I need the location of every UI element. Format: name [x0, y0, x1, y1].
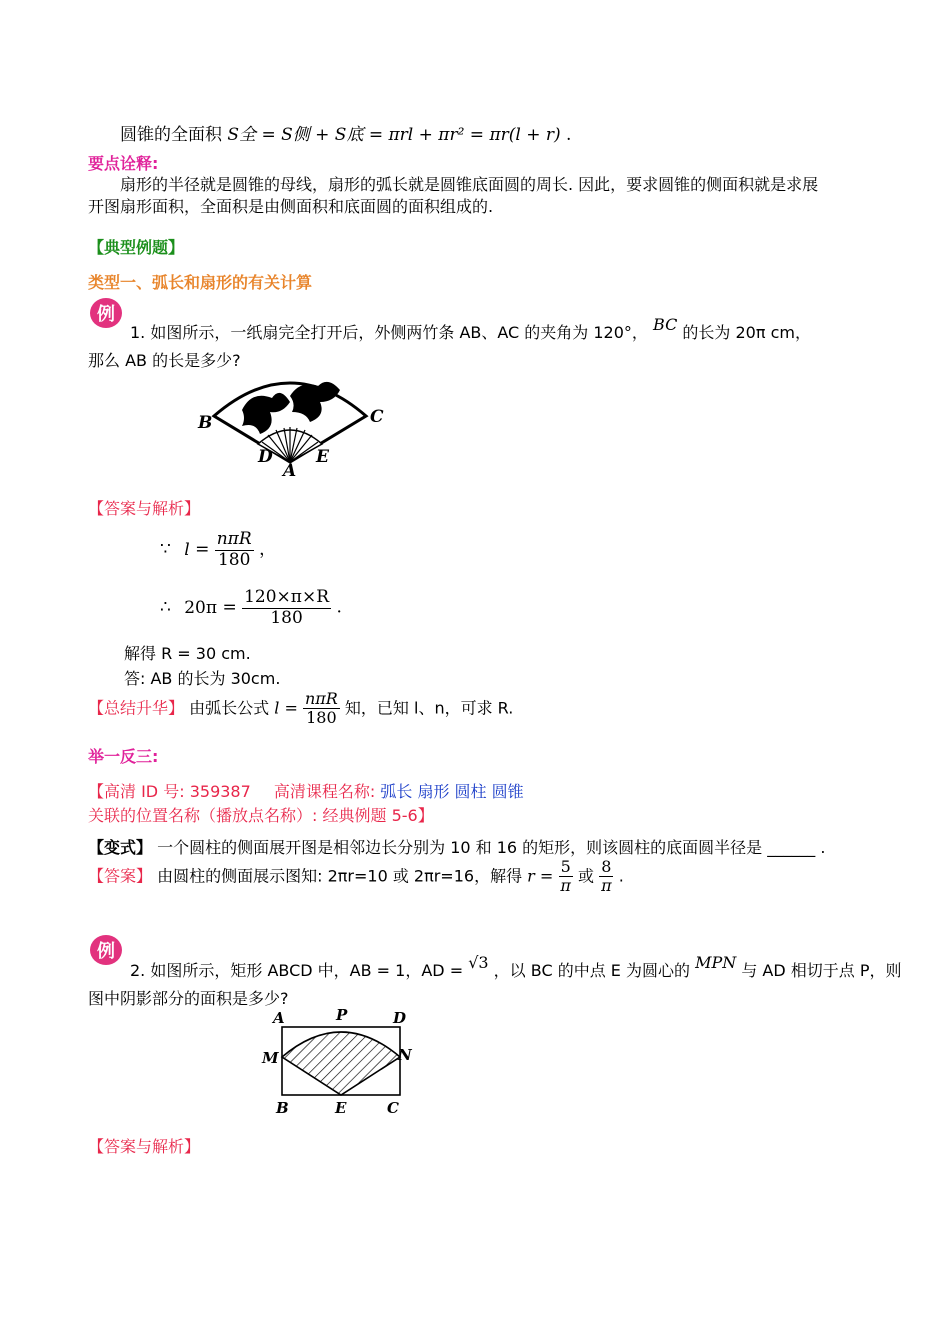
- fan-label-d: D: [258, 447, 273, 467]
- sol1-solve: 解得 R = 30 cm.: [124, 644, 251, 663]
- summary-frac: [303, 690, 340, 728]
- var-answer-den1: π: [560, 876, 571, 896]
- formula-line: [120, 120, 571, 145]
- sol1-line2: [160, 588, 342, 628]
- video-pos-value: 经典例题 5-6】: [322, 806, 434, 825]
- ex1-line2: 那么 AB 的长是多少?: [88, 351, 241, 370]
- variant-line: [88, 835, 825, 858]
- ex2-text-b: ，以 BC 的中点 E 为圆心的: [493, 961, 690, 980]
- video-id-value: 359387: [189, 782, 251, 801]
- sol1-num2: 120×π×R: [244, 587, 330, 607]
- variant-blank: ______: [767, 838, 816, 857]
- summary-den: 180: [306, 708, 337, 728]
- variant-text: 一个圆柱的侧面展开图是相邻边长分别为 10 和 16 的矩形，则该圆柱的底面圆半径是: [157, 838, 763, 857]
- answer-title-1: 【答案与解析】: [88, 499, 201, 518]
- rect-label-a: A: [273, 1009, 285, 1027]
- formula-intro: 圆锥的全面积: [120, 125, 222, 145]
- video-pos-label: 关联的位置名称（播放点名称）:: [88, 806, 318, 825]
- formula-end: .: [566, 125, 572, 145]
- summary-text-a: 由弧长公式: [189, 698, 270, 718]
- rect-label-m: M: [262, 1049, 279, 1067]
- rect-label-e: E: [335, 1099, 347, 1117]
- ex2-arc-label: MPN: [695, 953, 737, 972]
- sol1-num1: nπR: [216, 529, 252, 549]
- ex2-text-a: 2. 如图所示，矩形 ABCD 中，AB = 1，AD =: [130, 961, 464, 980]
- ex2-sqrt: √3: [468, 953, 489, 972]
- jyfs-title: 举一反三:: [88, 747, 159, 766]
- example-badge-1: [88, 296, 124, 330]
- sol1-lhs2: 20π: [184, 597, 218, 618]
- var-answer-text: 由圆柱的侧面展示图知: 2πr=10 或 2πr=16，解得: [157, 866, 523, 886]
- rect-label-c: C: [387, 1099, 399, 1117]
- sol1-l: l: [184, 539, 190, 560]
- formula-expr: S全 = S侧 + S底 = πrl + πr² = πr(l + r): [227, 125, 561, 145]
- keypoint-title: 要点诠释:: [88, 154, 159, 173]
- video-line1: [88, 779, 524, 802]
- rect-label-d: D: [393, 1009, 407, 1027]
- rect-label-b: B: [276, 1099, 289, 1117]
- example-badge-2: [88, 933, 124, 967]
- type1-title: 类型一、弧长和扇形的有关计算: [88, 273, 313, 292]
- badge-text-2: 例: [97, 941, 115, 962]
- sol1-frac1: [215, 530, 254, 570]
- var-answer-num1: 5: [560, 857, 571, 876]
- rect-label-p: P: [336, 1006, 348, 1024]
- fan-label-e: E: [316, 447, 329, 467]
- sol1-period: .: [336, 597, 342, 618]
- summary-num: nπR: [304, 689, 338, 708]
- keypoint-line1: 扇形的半径就是圆锥的母线，扇形的弧长就是圆锥底面圆的周长. 因此，要求圆锥的侧面积就是求展: [120, 175, 819, 194]
- fan-label-a: A: [283, 461, 297, 481]
- keypoint-line2: 开图扇形面积，全面积是由侧面积和底面圆的面积组成的.: [88, 197, 494, 216]
- var-answer-r: r =: [527, 866, 554, 886]
- fan-label-b: B: [198, 413, 213, 433]
- video-course-value[interactable]: 弧长 扇形 圆柱 圆锥: [380, 782, 524, 801]
- sol1-frac2: [242, 588, 331, 628]
- sol1-eq2: =: [222, 597, 237, 618]
- var-answer-frac1: [558, 858, 573, 896]
- summary-text-b: 知，已知 l、n，可求 R.: [344, 698, 514, 718]
- video-course-label: 高清课程名称:: [273, 782, 376, 801]
- rect-figure: [258, 1005, 418, 1120]
- fan-figure: [190, 372, 400, 482]
- fan-label-c: C: [370, 407, 384, 427]
- ex1-arc-label: BC: [653, 315, 678, 334]
- sol1-comma: ，: [259, 539, 277, 560]
- variant-end: .: [820, 838, 826, 857]
- examples-title: 【典型例题】: [88, 238, 185, 257]
- rect-label-n: N: [398, 1046, 412, 1064]
- summary-eq: =: [284, 698, 298, 718]
- var-answer-end: .: [618, 866, 624, 886]
- video-line2: [88, 803, 434, 826]
- var-answer-num2: 8: [601, 857, 612, 876]
- var-answer-frac2: [599, 858, 614, 896]
- summary-line: [88, 690, 513, 728]
- answer-title-2: 【答案与解析】: [88, 1137, 201, 1156]
- summary-label: 【总结升华】: [88, 698, 185, 718]
- sol1-den2: 180: [270, 607, 303, 628]
- var-answer-label: 【答案】: [88, 866, 153, 886]
- ex2-text-c: 与 AD 相切于点 P，则: [741, 961, 902, 980]
- sol1-answer: 答: AB 的长为 30cm.: [124, 669, 281, 688]
- var-answer-den2: π: [601, 876, 612, 896]
- summary-l: l: [274, 698, 280, 718]
- variant-label: 【变式】: [88, 838, 153, 857]
- ex2-line2: 图中阴影部分的面积是多少?: [88, 989, 289, 1008]
- video-id-label: 【高清 ID 号:: [88, 782, 185, 801]
- var-answer-or: 或: [578, 866, 595, 886]
- var-answer-line: [88, 858, 624, 896]
- therefore-symbol: ∴: [160, 597, 171, 618]
- sol1-eq: =: [195, 539, 210, 560]
- ex1-text-b: 的长为 20π cm，: [682, 323, 811, 342]
- ex1-text-a: 1. 如图所示，一纸扇完全打开后，外侧两竹条 AB、AC 的夹角为 120°，: [130, 323, 648, 342]
- ex1-line1: [130, 315, 811, 343]
- because-symbol: ∵: [160, 539, 171, 560]
- ex2-line1: [130, 953, 902, 981]
- sol1-line1: [160, 530, 276, 570]
- badge-text: 例: [97, 304, 115, 325]
- sol1-den1: 180: [217, 549, 251, 570]
